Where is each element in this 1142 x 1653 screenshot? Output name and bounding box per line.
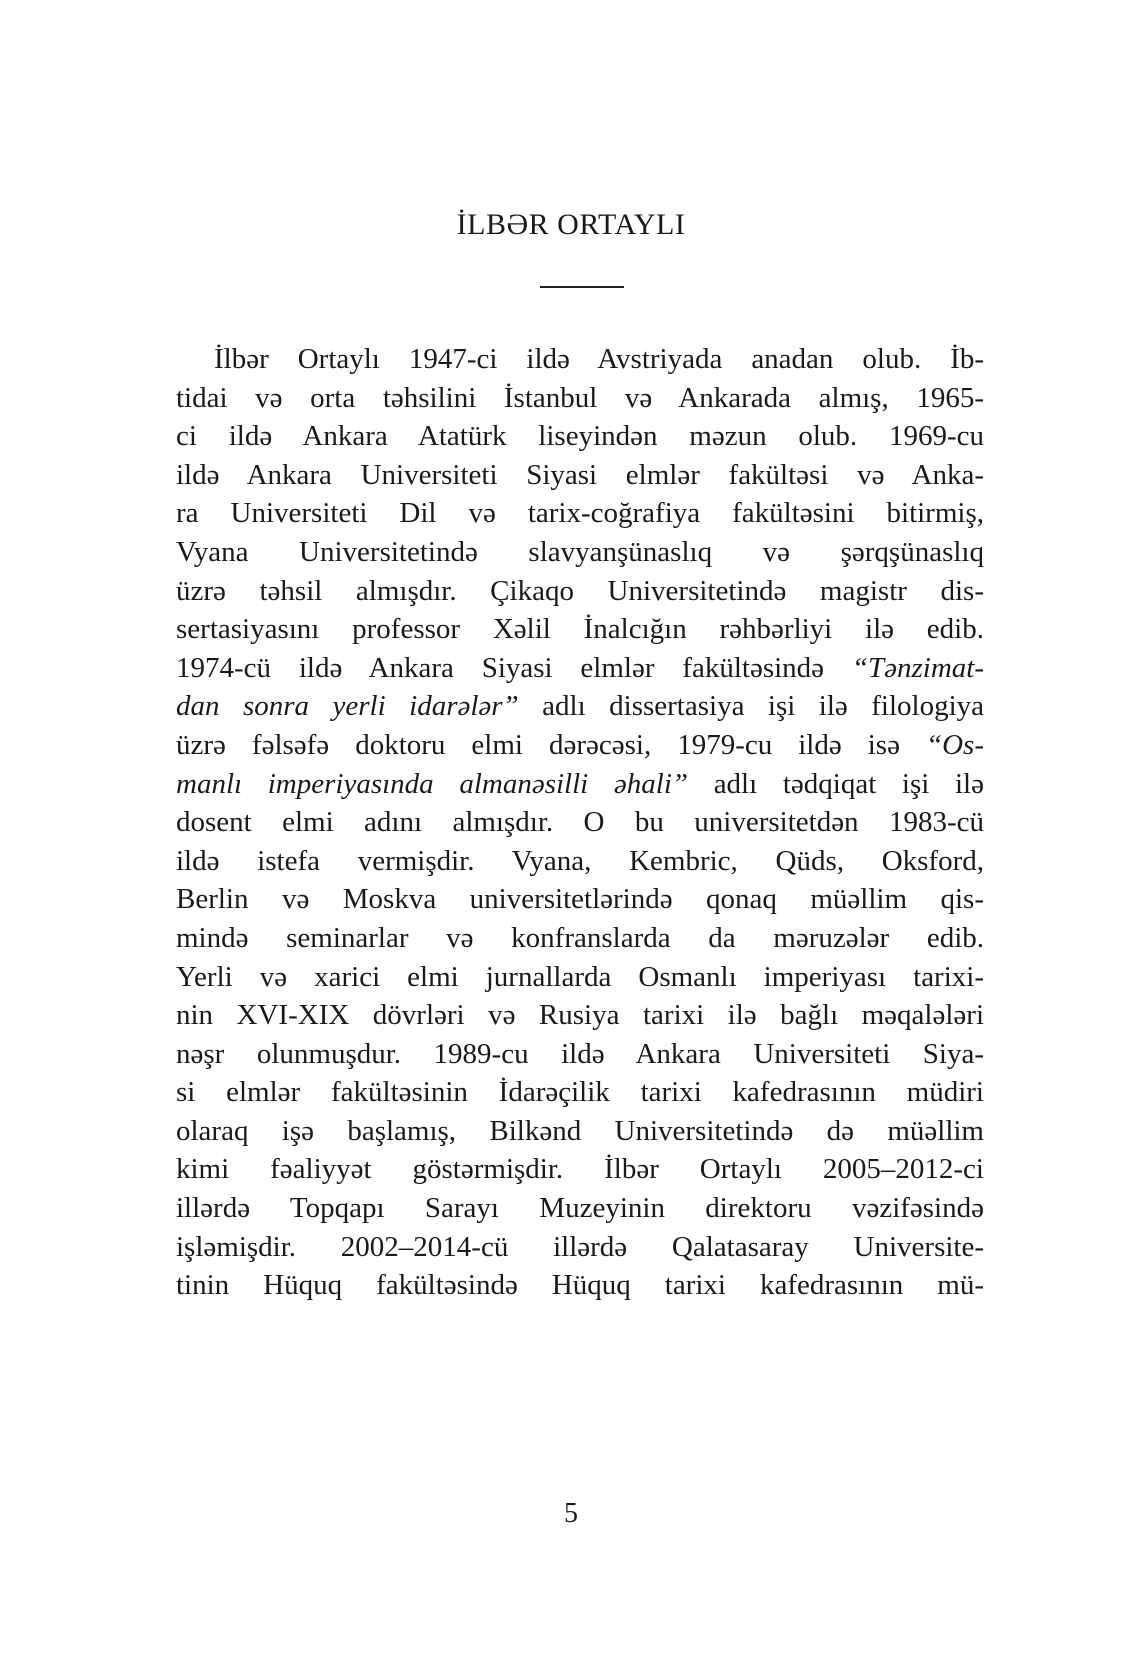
text-line xyxy=(176,610,984,649)
text-line xyxy=(176,340,984,379)
text-line xyxy=(176,494,984,533)
body-text-run: İlbər Ortaylı 1947-ci ildə Avstriyada anadan olub. İb- xyxy=(214,343,984,375)
title-divider xyxy=(540,286,624,288)
body-text-run: tidai və orta təhsilini İstanbul və Ankarada almış, 1965- xyxy=(176,381,984,414)
body-text-run: Yerli və xarici elmi jurnallarda Osmanlı imperiyası tarixi- xyxy=(176,960,984,993)
body-text-run: ildə Ankara Universiteti Siyasi elmlər fakültəsi və Anka- xyxy=(176,458,984,491)
text-line xyxy=(176,456,984,495)
body-text-run: tinin Hüquq fakültəsində Hüquq tarixi kafedrasının mü- xyxy=(176,1269,984,1302)
body-text-run: 1974-cü ildə Ankara Siyasi elmlər fakültəsində xyxy=(176,651,852,684)
italic-title-text: “Tənzimat- xyxy=(851,651,984,684)
text-line xyxy=(176,1189,984,1228)
text-line xyxy=(176,1266,984,1305)
text-line xyxy=(176,417,984,456)
biography-paragraph xyxy=(176,340,984,1305)
body-text-run: adlı dissertasiya işi ilə filologiya xyxy=(518,690,984,723)
text-line xyxy=(176,1150,984,1189)
text-line xyxy=(176,687,984,726)
body-text-run: Berlin və Moskva universitetlərində qonaq müəllim qis- xyxy=(176,883,984,916)
text-line xyxy=(176,572,984,611)
body-text-run: üzrə fəlsəfə doktoru elmi dərəcəsi, 1979-cu ildə isə xyxy=(176,728,926,761)
text-line xyxy=(176,1035,984,1074)
body-text-run: sertasiyasını professor Xəlil İnalcığın rəhbərliyi ilə edib. xyxy=(176,613,984,646)
text-line xyxy=(176,958,984,997)
body-text-run: dosent elmi adını almışdır. O bu universitetdən 1983-cü xyxy=(176,806,984,839)
text-line xyxy=(176,880,984,919)
body-text-run: kimi fəaliyyət göstərmişdir. İlbər Ortaylı 2005–2012-ci xyxy=(176,1153,984,1186)
body-text-run: üzrə təhsil almışdır. Çikaqo Universitetində magistr dis- xyxy=(176,574,984,607)
body-text-run: illərdə Topqapı Sarayı Muzeyinin direktoru vəzifəsində xyxy=(176,1192,984,1225)
body-text-run: ci ildə Ankara Atatürk liseyindən məzun olub. 1969-cu xyxy=(176,420,984,453)
text-line xyxy=(176,1228,984,1267)
text-line xyxy=(176,803,984,842)
italic-title-text: manlı imperiyasında almanəsilli əhali” xyxy=(176,767,689,800)
body-text-run: ildə istefa vermişdir. Vyana, Kembric, Qüds, Oksford, xyxy=(176,844,984,877)
text-line xyxy=(176,765,984,804)
body-text-run: olaraq işə başlamış, Bilkənd Universitetində də müəllim xyxy=(176,1114,984,1147)
text-line xyxy=(176,726,984,765)
text-line xyxy=(176,533,984,572)
text-line xyxy=(176,1112,984,1151)
body-text-run: Vyana Universitetində slavyanşünaslıq və şərqşünaslıq xyxy=(176,535,984,568)
text-line xyxy=(176,1073,984,1112)
body-text-run: nin XVI-XIX dövrləri və Rusiya tarixi ilə bağlı məqalələri xyxy=(176,999,984,1032)
page-number: 5 xyxy=(564,1498,578,1529)
italic-title-text: dan sonra yerli idarələr” xyxy=(176,690,519,723)
text-line xyxy=(176,996,984,1035)
text-line xyxy=(176,919,984,958)
body-text-run: adlı tədqiqat işi ilə xyxy=(688,767,984,800)
body-text-run: işləmişdir. 2002–2014-cü illərdə Qalatasaray Universite- xyxy=(176,1230,984,1263)
body-text-run: mində seminarlar və konfranslarda da məruzələr edib. xyxy=(176,921,984,954)
body-text-run: ra Universiteti Dil və tarix-coğrafiya fakültəsini bitirmiş, xyxy=(176,497,984,530)
body-text-run: nəşr olunmuşdur. 1989-cu ildə Ankara Universiteti Siya- xyxy=(176,1037,984,1070)
italic-title-text: “Os- xyxy=(925,728,984,761)
page-title: İLBƏR ORTAYLI xyxy=(456,208,686,241)
text-line xyxy=(176,649,984,688)
body-text-run: si elmlər fakültəsinin İdarəçilik tarixi kafedrasının müdiri xyxy=(176,1076,984,1109)
text-line xyxy=(176,842,984,881)
text-line xyxy=(176,379,984,418)
